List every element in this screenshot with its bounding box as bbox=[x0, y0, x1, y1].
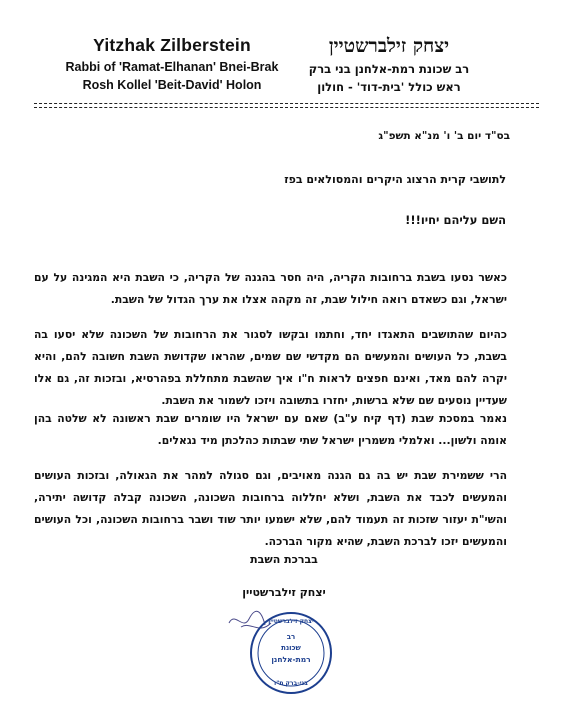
title-line-hebrew-2: ראש כולל 'בית-דוד' - חולון bbox=[317, 80, 461, 94]
body-paragraph: הרי ששמירת שבת יש בה גם הגנה מאויבים, וגם סגולה למהר את הגאולה, ובזכות העושים והמעשים לכבד את השבת, ושלא יחללוה ברחובות השכונה, השכונה קבלה קדושה יתירה, והשי"ת יעזור שזכות זה תעמוד להם, שלא ישמעו יותר שוד ושבר ברחובות השכונה, וכל העושים והמעשים יזכו לברכת השבת, שהיא מקור הברכה. bbox=[34, 469, 507, 548]
title-line-hebrew-1: רב שכונת רמת-אלחנן בני ברק bbox=[308, 62, 470, 76]
recipient-line: לתושבי קרית הרצוג היקרים והמסולאים בפז bbox=[284, 173, 506, 186]
body-paragraph: כהיום שהתושבים התאגדו יחד, וחתמו ובקשו לסגור את הרחובות של השכונה שלא יסעו בה בשבת, כל העושים והמעשים הם מקדשי שם שמים, שהראו שקדושת השבת חשובה להם, והיא יקרה להם מאד, ואינם חפצים לראות ח"ו איך שהשבת מתחללת בפהרסיא, ובזכות זה, גם אלו שעדיין נוסעים שם שלא ברשות, יחזרו בתשובה ויזכו לשמור את השבת. bbox=[34, 328, 507, 407]
signature-name: יצחק זילברשטיין bbox=[242, 586, 326, 599]
body-paragraph-1-wrap bbox=[34, 267, 507, 311]
seal-text-bottom: בני-ברק ת"ו bbox=[274, 680, 308, 687]
letterhead-divider bbox=[34, 103, 539, 104]
letter-date: בס"ד יום ב' ו' מנ"א תשפ"ג bbox=[378, 130, 510, 142]
rabbi-name-english: Yitzhak Zilberstein bbox=[93, 35, 251, 55]
letterhead-english bbox=[62, 35, 282, 92]
body-paragraph-3-wrap bbox=[34, 408, 507, 452]
body-paragraph: כאשר נסעו בשבת ברחובות הקריה, היה חסר בהגנה של הקריה, כי השבת היא המגינה על עם ישראל, וגם כשאדם רואה חילול שבת, זה מקהה אצלו את ערך הגדול של השבת. bbox=[34, 271, 507, 306]
letterhead-divider-second bbox=[34, 107, 539, 108]
seal-text-top: יצחק זילברשטיין bbox=[268, 618, 314, 625]
closing-blessing: בברכת השבת bbox=[250, 553, 318, 566]
body-paragraph: נאמר במסכת שבת (דף קיח ע"ב) שאם עם ישראל היו שומרים שבת ראשונה לא שלטה בהן אומה ולשון... ואלמלי משמרין ישראל שתי שבתות כהלכתן מיד נגאלים. bbox=[34, 412, 507, 447]
title-line-english-1: Rabbi of 'Ramat-Elhanan' Bnei-Brak bbox=[65, 60, 279, 74]
title-line-english-2: Rosh Kollel 'Beit-David' Holon bbox=[82, 78, 262, 92]
seal-text-neighborhood: שכונת bbox=[281, 644, 301, 652]
body-paragraph-4-wrap bbox=[34, 465, 507, 553]
letterhead-hebrew bbox=[274, 35, 504, 94]
signature-and-seal bbox=[221, 601, 341, 701]
rabbi-name-hebrew: יצחק זילברשטיין bbox=[328, 35, 450, 57]
seal-text-rabbi: רב bbox=[286, 633, 296, 641]
body-paragraph-2-wrap bbox=[34, 324, 507, 412]
seal-inner-ring bbox=[258, 620, 324, 686]
greeting-line: השם עליהם יחיו!!! bbox=[405, 213, 506, 227]
seal-text-ramat-elhanan: רמת-אלחנן bbox=[271, 655, 311, 664]
handwritten-signature bbox=[229, 611, 271, 628]
